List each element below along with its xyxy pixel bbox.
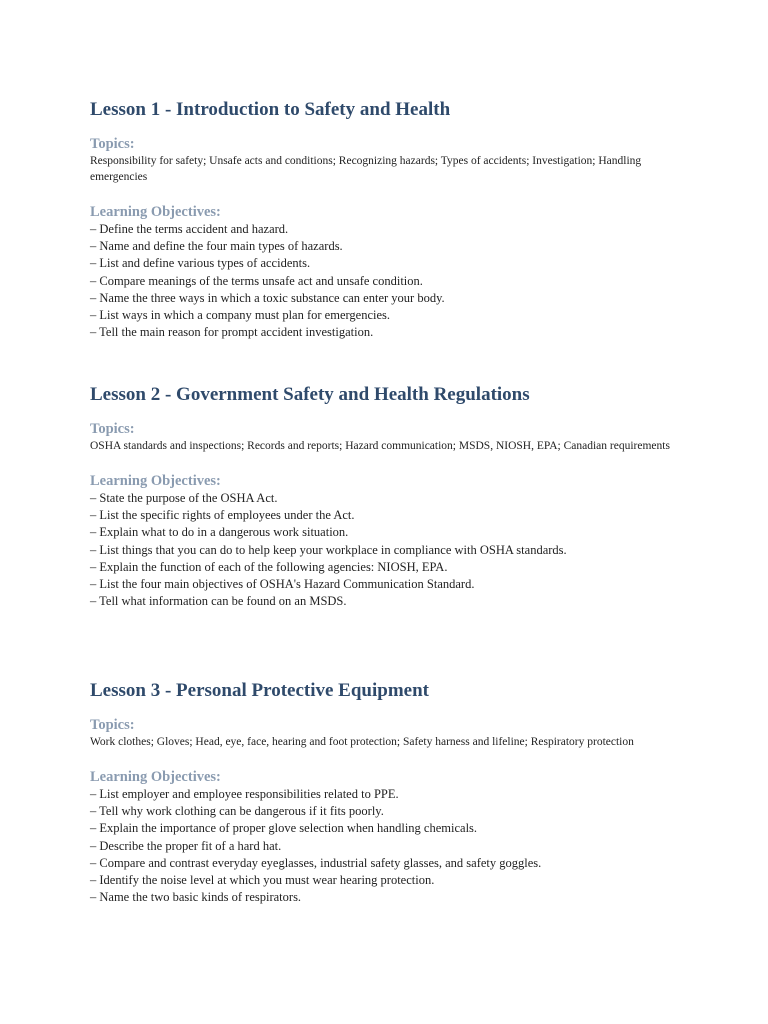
objective-item: – Tell what information can be found on an MSDS.	[90, 594, 347, 609]
objective-item: – Name and define the four main types of hazards.	[90, 239, 343, 254]
lesson-3-topics-text: Work clothes; Gloves; Head, eye, face, hearing and foot protection; Safety harness and lifeline; Respiratory protection	[90, 736, 634, 748]
lesson-2-title: Lesson 2 - Government Safety and Health Regulations	[90, 384, 530, 405]
lesson-1-topics-text: Responsibility for safety; Unsafe acts and conditions; Recognizing hazards; Types of accidents; Investigation; Handling emergencies	[90, 155, 642, 183]
objective-item: – Tell why work clothing can be dangerous if it fits poorly.	[90, 804, 384, 819]
objective-item: – Explain the importance of proper glove selection when handling chemicals.	[90, 821, 478, 836]
objective-item: – Name the three ways in which a toxic substance can enter your body.	[90, 290, 445, 305]
lesson-1-topics-label: Topics:	[90, 136, 135, 152]
objective-item: – Compare meanings of the terms unsafe act and unsafe condition.	[90, 273, 423, 288]
lesson-3-title: Lesson 3 - Personal Protective Equipment	[90, 680, 429, 701]
lesson-3-objectives-list	[90, 786, 690, 906]
lesson-2-objectives-list	[90, 490, 690, 610]
objective-item: – List the four main objectives of OSHA's Hazard Communication Standard.	[90, 577, 475, 592]
lesson-1	[90, 98, 690, 341]
lesson-3-topics-label: Topics:	[90, 717, 135, 733]
lesson-2-topics-text: OSHA standards and inspections; Records and reports; Hazard communication; MSDS, NIOSH, EPA; Canadian requirements	[90, 440, 670, 452]
objective-item: – List ways in which a company must plan for emergencies.	[90, 308, 391, 323]
lesson-3-objectives-label: Learning Objectives:	[90, 769, 221, 785]
objective-item: – List things that you can do to help keep your workplace in compliance with OSHA standards.	[90, 542, 567, 557]
objective-item: – State the purpose of the OSHA Act.	[90, 491, 278, 505]
objective-item: – Name the two basic kinds of respirators.	[90, 890, 302, 905]
objective-item: – List the specific rights of employees under the Act.	[90, 508, 355, 523]
objective-item: – Explain the function of each of the following agencies: NIOSH, EPA.	[90, 559, 448, 574]
lesson-3	[90, 679, 690, 906]
lesson-2	[90, 383, 690, 610]
lesson-2-objectives-label: Learning Objectives:	[90, 473, 221, 489]
lesson-1-title: Lesson 1 - Introduction to Safety and Health	[90, 99, 451, 120]
objective-item: – Compare and contrast everyday eyeglasses, industrial safety glasses, and safety goggles.	[90, 855, 542, 870]
objective-item: – Tell the main reason for prompt accident investigation.	[90, 325, 374, 340]
objective-item: – Describe the proper fit of a hard hat.	[90, 838, 282, 853]
objective-item: – Identify the noise level at which you must wear hearing protection.	[90, 873, 435, 888]
lesson-1-objectives-label: Learning Objectives:	[90, 204, 221, 220]
lesson-1-objectives-list	[90, 221, 690, 341]
objective-item: – List employer and employee responsibilities related to PPE.	[90, 787, 399, 801]
lesson-2-topics-label: Topics:	[90, 421, 135, 437]
objective-item: – Define the terms accident and hazard.	[90, 222, 289, 236]
objective-item: – List and define various types of accidents.	[90, 256, 311, 271]
objective-item: – Explain what to do in a dangerous work situation.	[90, 525, 349, 540]
